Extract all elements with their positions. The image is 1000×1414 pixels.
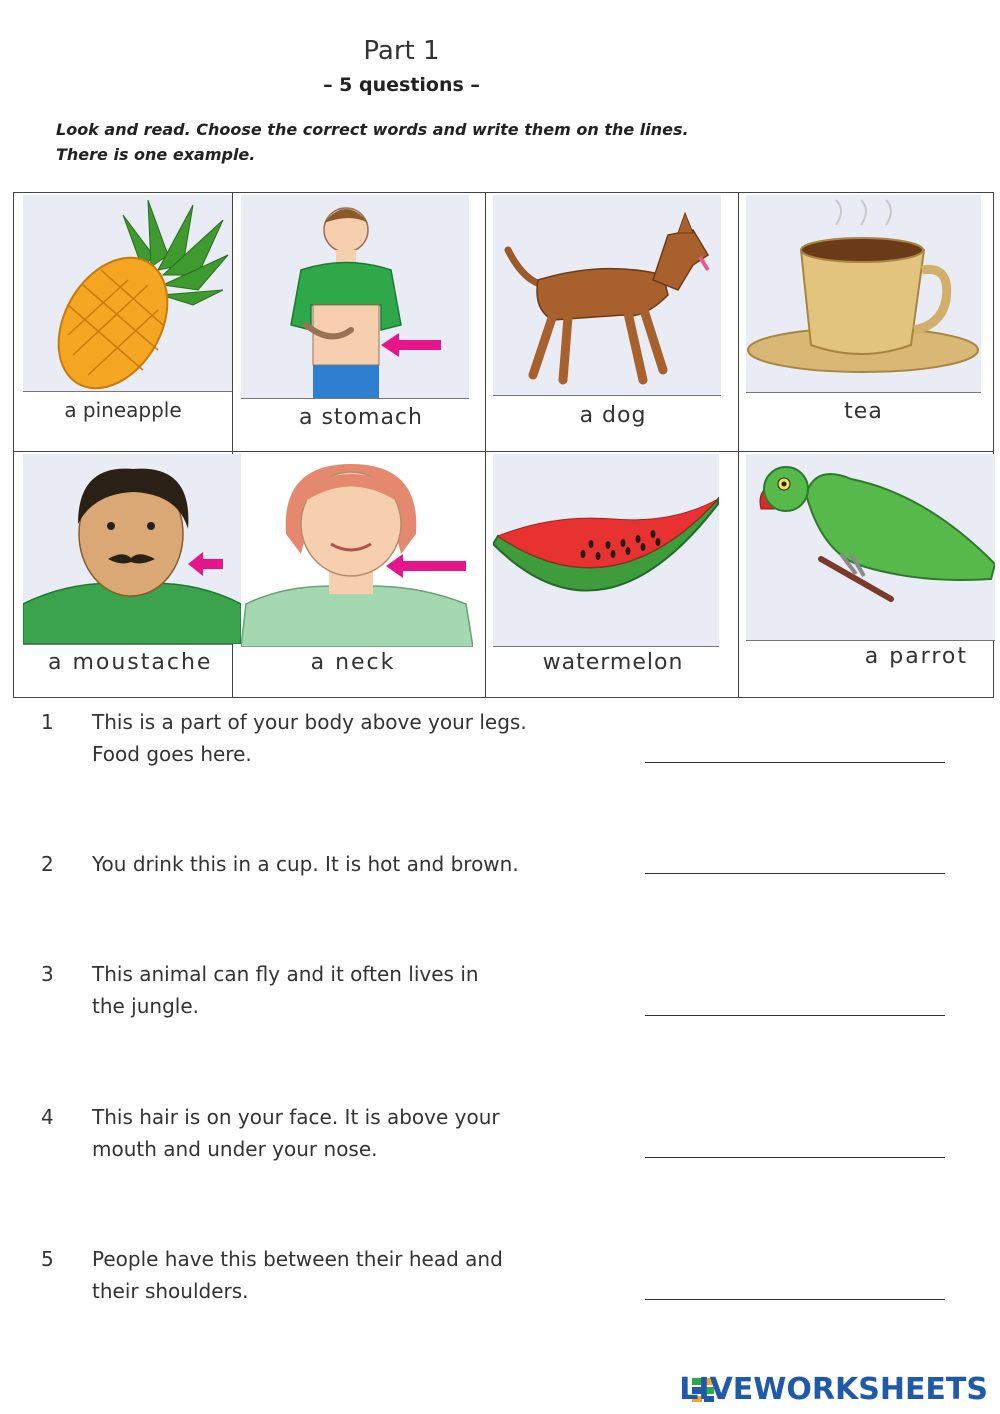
- word-card-parrot: [739, 452, 995, 699]
- word-card-stomach: [233, 193, 485, 451]
- word-card-moustache: [14, 452, 232, 699]
- word-label-moustache: a moustache: [48, 650, 213, 675]
- tea-cup-icon: [746, 195, 981, 392]
- instruction-line-2: There is one example.: [56, 145, 256, 164]
- word-label-neck: a neck: [310, 650, 396, 675]
- watermelon-icon: [493, 454, 719, 646]
- word-card-watermelon: [486, 452, 738, 699]
- pineapple-icon: [23, 195, 232, 391]
- question-number: 3: [41, 962, 54, 986]
- word-label-tea: tea: [844, 399, 883, 424]
- instruction-line-1: Look and read. Choose the correct words and write them on the lines.: [56, 120, 689, 139]
- question-text: People have this between their head and their shoulders.: [92, 1247, 503, 1303]
- word-label-pineapple: a pineapple: [64, 398, 182, 422]
- word-card-tea: [739, 193, 995, 451]
- word-card-neck: [233, 452, 485, 699]
- question-text: You drink this in a cup. It is hot and brown.: [92, 852, 519, 876]
- word-label-stomach: a stomach: [299, 405, 423, 430]
- answer-line-2[interactable]: [645, 873, 945, 874]
- moustache-icon: [23, 454, 241, 644]
- answer-line-3[interactable]: [645, 1015, 945, 1016]
- dog-icon: [493, 195, 721, 395]
- question-number: 2: [41, 852, 54, 876]
- question-text: This hair is on your face. It is above your mouth and under your nose.: [92, 1105, 500, 1161]
- stomach-icon: [241, 195, 469, 398]
- question-number: 5: [41, 1247, 54, 1271]
- word-grid: [13, 192, 994, 698]
- word-label-watermelon: watermelon: [542, 650, 684, 675]
- neck-icon: [241, 454, 473, 647]
- question-text: This is a part of your body above your legs. Food goes here.: [92, 710, 527, 766]
- word-label-parrot: a parrot: [864, 644, 968, 669]
- page-subtitle: – 5 questions –: [323, 74, 480, 96]
- question-number: 4: [41, 1105, 54, 1129]
- question-number: 1: [41, 710, 54, 734]
- answer-line-5[interactable]: [645, 1299, 945, 1300]
- brand-name: LIVEWORKSHEETS: [679, 1372, 988, 1407]
- page-title: Part 1: [363, 36, 440, 66]
- question-text: This animal can fly and it often lives in the jungle.: [92, 962, 479, 1018]
- answer-line-1[interactable]: [645, 762, 945, 763]
- word-card-dog: [486, 193, 738, 451]
- word-label-dog: a dog: [579, 403, 647, 428]
- parrot-icon: [746, 454, 995, 640]
- answer-line-4[interactable]: [645, 1157, 945, 1158]
- word-card-pineapple: [14, 193, 232, 451]
